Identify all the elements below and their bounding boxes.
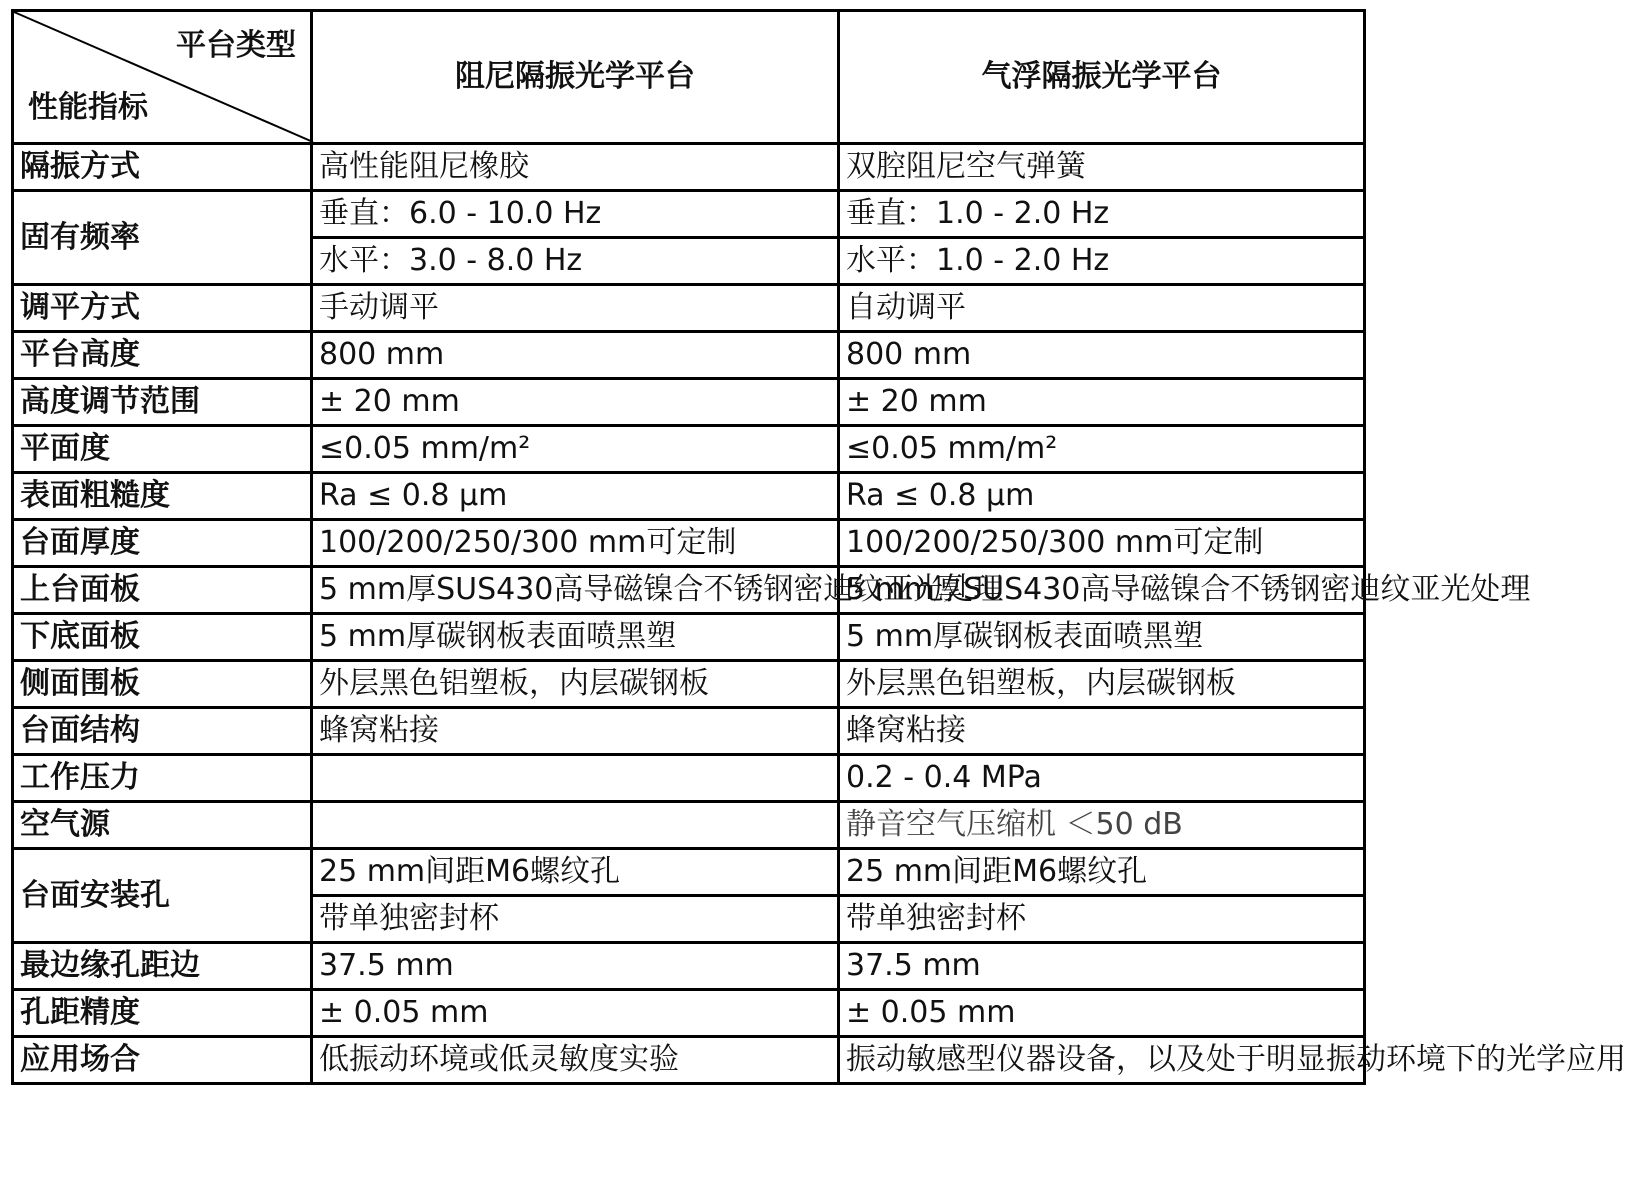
table-row (13, 520, 1365, 567)
table-row (13, 285, 1365, 332)
row-label: 高度调节范围 (13, 379, 312, 426)
row-label: 最边缘孔距边 (13, 943, 312, 990)
table-row (13, 473, 1365, 520)
cell-damping: 手动调平 (312, 285, 839, 332)
cell-damping: 5 mm厚碳钢板表面喷黑塑 (312, 614, 839, 661)
row-label: 应用场合 (13, 1037, 312, 1084)
table-row (13, 755, 1365, 802)
cell-airfloat: 37.5 mm (839, 943, 1365, 990)
table-row (13, 614, 1365, 661)
corner-top-label: 平台类型 (176, 28, 296, 63)
cell-damping: 5 mm厚SUS430高导磁镍合不锈钢密迪纹亚光处理 (312, 567, 839, 614)
column-header-airfloat: 气浮隔振光学平台 (839, 11, 1365, 144)
cell-airfloat: ≤0.05 mm/m² (839, 426, 1365, 473)
cell-damping: ± 0.05 mm (312, 990, 839, 1037)
cell-damping: 37.5 mm (312, 943, 839, 990)
row-label: 平台高度 (13, 332, 312, 379)
table-row (13, 661, 1365, 708)
table-row (13, 567, 1365, 614)
row-label: 台面安装孔 (13, 849, 312, 943)
row-label: 表面粗糙度 (13, 473, 312, 520)
cell-airfloat: 静音空气压缩机 ＜50 dB (839, 802, 1365, 849)
column-header-damping: 阻尼隔振光学平台 (312, 11, 839, 144)
cell-airfloat: 外层黑色铝塑板，内层碳钢板 (839, 661, 1365, 708)
table-row (13, 802, 1365, 849)
table-row (13, 332, 1365, 379)
table-row (13, 426, 1365, 473)
row-label: 下底面板 (13, 614, 312, 661)
table-row (13, 943, 1365, 990)
corner-header-cell (13, 11, 312, 144)
row-label: 台面厚度 (13, 520, 312, 567)
cell-damping: 800 mm (312, 332, 839, 379)
row-label: 台面结构 (13, 708, 312, 755)
row-label: 调平方式 (13, 285, 312, 332)
corner-bottom-label: 性能指标 (28, 90, 148, 125)
cell-damping: 高性能阻尼橡胶 (312, 144, 839, 191)
cell-airfloat: 蜂窝粘接 (839, 708, 1365, 755)
cell-damping: 垂直：6.0 - 10.0 Hz (312, 191, 839, 238)
table-row (13, 849, 1365, 896)
cell-airfloat: 垂直：1.0 - 2.0 Hz (839, 191, 1365, 238)
cell-damping (312, 755, 839, 802)
cell-airfloat: ± 0.05 mm (839, 990, 1365, 1037)
cell-damping: ≤0.05 mm/m² (312, 426, 839, 473)
cell-damping: 蜂窝粘接 (312, 708, 839, 755)
table-row (13, 191, 1365, 238)
cell-damping: 100/200/250/300 mm可定制 (312, 520, 839, 567)
cell-damping: 外层黑色铝塑板，内层碳钢板 (312, 661, 839, 708)
table-row (13, 990, 1365, 1037)
cell-airfloat: 100/200/250/300 mm可定制 (839, 520, 1365, 567)
cell-airfloat: 带单独密封杯 (839, 896, 1365, 943)
cell-damping: 低振动环境或低灵敏度实验 (312, 1037, 839, 1084)
spec-table (11, 9, 1626, 1085)
cell-damping: 带单独密封杯 (312, 896, 839, 943)
cell-airfloat: 双腔阻尼空气弹簧 (839, 144, 1365, 191)
header-row (13, 11, 1365, 144)
row-label: 固有频率 (13, 191, 312, 285)
cell-damping: 25 mm间距M6螺纹孔 (312, 849, 839, 896)
cell-damping: ± 20 mm (312, 379, 839, 426)
table-row (13, 1037, 1365, 1084)
cell-airfloat: 5 mm厚SUS430高导磁镍合不锈钢密迪纹亚光处理 (839, 567, 1365, 614)
row-label: 空气源 (13, 802, 312, 849)
cell-airfloat: 5 mm厚碳钢板表面喷黑塑 (839, 614, 1365, 661)
cell-airfloat: 800 mm (839, 332, 1365, 379)
cell-airfloat: 振动敏感型仪器设备，以及处于明显振动环境下的光学应用 (839, 1037, 1365, 1084)
table-row (13, 144, 1365, 191)
cell-airfloat: 0.2 - 0.4 MPa (839, 755, 1365, 802)
cell-airfloat: 水平：1.0 - 2.0 Hz (839, 238, 1365, 285)
row-label: 孔距精度 (13, 990, 312, 1037)
row-label: 工作压力 (13, 755, 312, 802)
row-label: 平面度 (13, 426, 312, 473)
cell-damping: Ra ≤ 0.8 μm (312, 473, 839, 520)
row-label: 上台面板 (13, 567, 312, 614)
cell-airfloat: ± 20 mm (839, 379, 1365, 426)
cell-damping: 水平：3.0 - 8.0 Hz (312, 238, 839, 285)
cell-airfloat: Ra ≤ 0.8 μm (839, 473, 1365, 520)
cell-airfloat: 自动调平 (839, 285, 1365, 332)
cell-damping (312, 802, 839, 849)
table-row (13, 379, 1365, 426)
cell-airfloat: 25 mm间距M6螺纹孔 (839, 849, 1365, 896)
table-row (13, 708, 1365, 755)
row-label: 隔振方式 (13, 144, 312, 191)
row-label: 侧面围板 (13, 661, 312, 708)
